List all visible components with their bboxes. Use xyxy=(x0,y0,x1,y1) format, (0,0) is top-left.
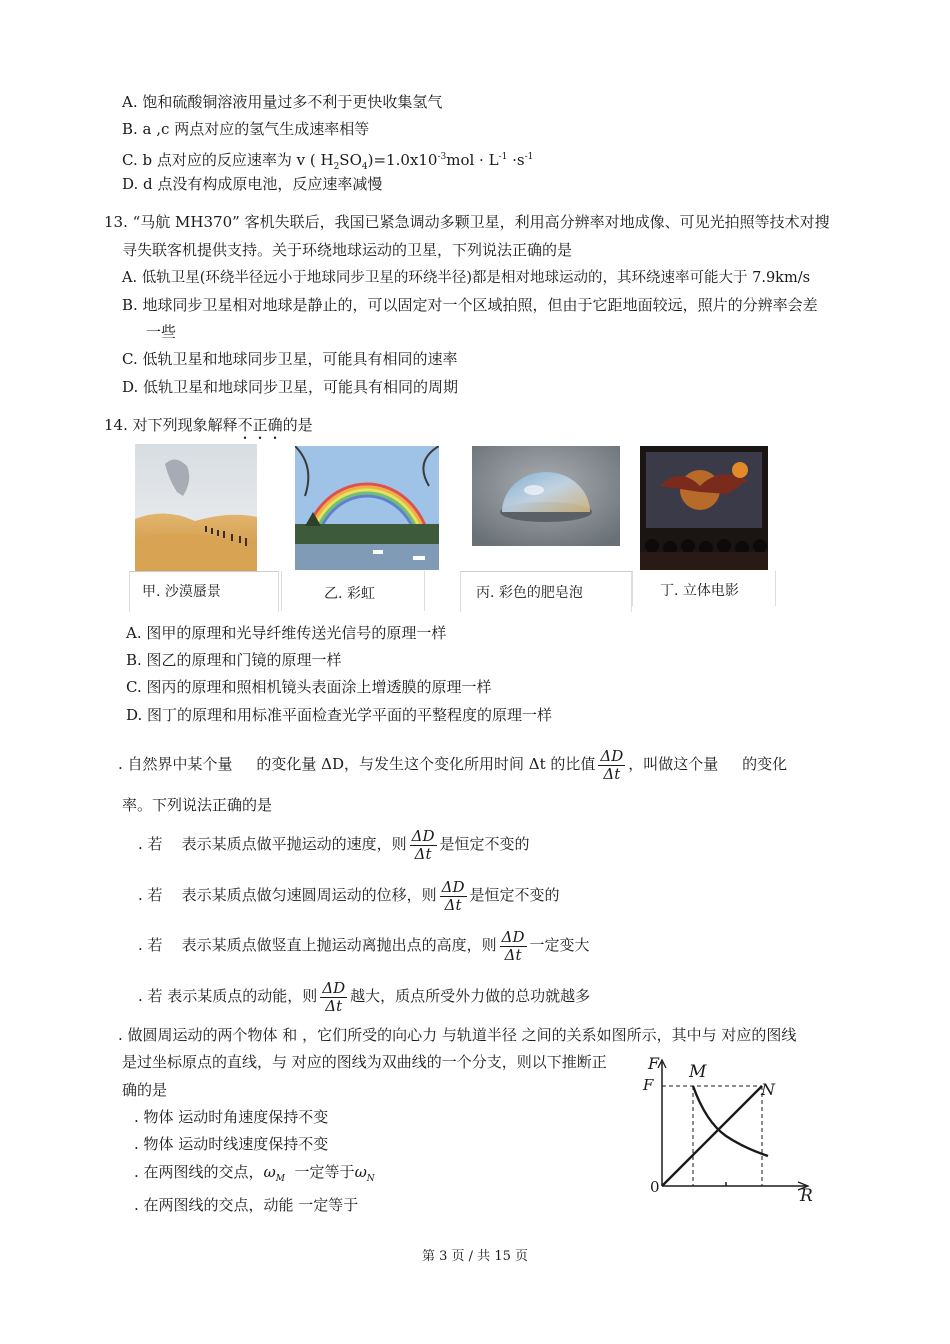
hyperbola-m xyxy=(693,1086,768,1156)
q14-option-b: B. 图乙的原理和门镜的原理一样 xyxy=(126,651,342,669)
caption-yi: 乙. 彩虹 xyxy=(324,586,375,602)
graph-origin-label: 0 xyxy=(650,1178,660,1196)
q16-option-b: . 物体 运动时线速度保持不变 xyxy=(134,1135,329,1153)
q15-option-c: . 若 表示某质点做竖直上抛运动离抛出点的高度，则 $\frac{\Delta D}{\Delta t}$ 一定变大 xyxy=(138,927,590,964)
q12-option-d: D. d 点没有构成原电池，反应速率减慢 xyxy=(122,175,383,193)
graph-f-label: F xyxy=(648,1054,660,1073)
delta-d-over-delta-t: $\frac{\Delta D}{\Delta t}$ xyxy=(600,746,624,783)
q16-option-d: . 在两图线的交点，动能 一定等于 xyxy=(134,1196,359,1214)
q13-option-c: C. 低轨卫星和地球同步卫星，可能具有相同的速率 xyxy=(122,350,458,368)
caption-bing: 丙. 彩色的肥皂泡 xyxy=(476,585,583,601)
q12-option-a: A. 饱和硫酸铜溶液用量过多不利于更快收集氢气 xyxy=(122,93,443,111)
q16-stem-line3: 确的是 xyxy=(122,1081,168,1099)
graph-f0-label: F xyxy=(643,1076,654,1094)
q12-option-c: C. b 点对应的反应速率为 v ( $H_2SO_4)=1.0x10^{-3}mol \cdot L^{-1} \cdot s^{-1}$ xyxy=(122,151,534,172)
q14-option-a: A. 图甲的原理和光导纤维传送光信号的原理一样 xyxy=(126,624,447,642)
force-radius-graph xyxy=(640,1052,820,1207)
q16-option-c: . 在两图线的交点，$\omega_M$ 一定等于$\omega_N$ xyxy=(134,1163,375,1184)
caption-jia: 甲. 沙漠蜃景 xyxy=(142,584,221,600)
graph-n-label: N xyxy=(761,1080,775,1099)
q13-stem-line2: 寻失联客机提供支持。关于环绕地球运动的卫星，下列说法正确的是 xyxy=(122,241,573,259)
q15-stem-line1: . 自然界中某个量 的变化量 ΔD，与发生这个变化所用时间 Δt 的比值 $\frac{\Delta D}{\Delta t}$ ，叫做这个量 的变化 xyxy=(118,746,788,783)
line-n xyxy=(662,1086,762,1186)
graph-m-label: M xyxy=(689,1062,707,1082)
q13-option-a: A. 低轨卫星(环绕半径远小于地球同步卫星的环绕半径)都是相对地球运动的，其环绕速率可能大于 7.9km/s xyxy=(122,270,811,286)
q15-option-b: . 若 表示某质点做匀速圆周运动的位移，则 $\frac{\Delta D}{\Delta t}$ 是恒定不变的 xyxy=(138,877,560,914)
q16-option-a: . 物体 运动时角速度保持不变 xyxy=(134,1108,329,1126)
rainbow-image xyxy=(295,446,439,570)
q13-option-b-line1: B. 地球同步卫星相对地球是静止的，可以固定对一个区域拍照，但由于它距地面较远，照片的分辨率会差 xyxy=(122,296,818,314)
q14-option-d: D. 图丁的原理和用标准平面检查光学平面的平整程度的原理一样 xyxy=(126,706,553,724)
q16-stem-line1: . 做圆周运动的两个物体 和 ，它们所受的向心力 与轨道半径 之间的关系如图所示，其中与 对应的图线 xyxy=(118,1026,797,1044)
q13-stem-line1: 13. “马航 MH370” 客机失联后，我国已紧急调动多颗卫星，利用高分辨率对地成像、可见光拍照等技术对搜 xyxy=(104,213,830,231)
caption-ding: 丁. 立体电影 xyxy=(660,583,739,599)
q15-option-d: . 若 表示某质点的动能，则 $\frac{\Delta D}{\Delta t}$ 越大，质点所受外力做的总功就越多 xyxy=(138,978,591,1015)
q15-option-a: . 若 表示某质点做平抛运动的速度，则 $\frac{\Delta D}{\Delta t}$ 是恒定不变的 xyxy=(138,826,530,863)
desert-mirage-image xyxy=(135,444,257,571)
soap-bubble-image xyxy=(472,446,620,546)
q13-option-d: D. 低轨卫星和地球同步卫星，可能具有相同的周期 xyxy=(122,378,459,396)
q14-option-c: C. 图丙的原理和照相机镜头表面涂上增透膜的原理一样 xyxy=(126,678,492,696)
3d-movie-image xyxy=(640,446,768,570)
q13-option-b-line2: 一些 xyxy=(146,323,177,341)
q12-option-b: B. a ,c 两点对应的氢气生成速率相等 xyxy=(122,120,370,138)
q14-stem: 14. 对下列现象解释不正确的是 xyxy=(104,416,313,434)
graph-r-label: R xyxy=(800,1186,813,1206)
page-footer: 第 3 页 / 共 15 页 xyxy=(422,1249,528,1264)
q16-stem-line2: 是过坐标原点的直线，与 对应的图线为双曲线的一个分支，则以下推断正 xyxy=(122,1053,607,1071)
q15-stem-line2: 率。下列说法正确的是 xyxy=(122,796,273,814)
